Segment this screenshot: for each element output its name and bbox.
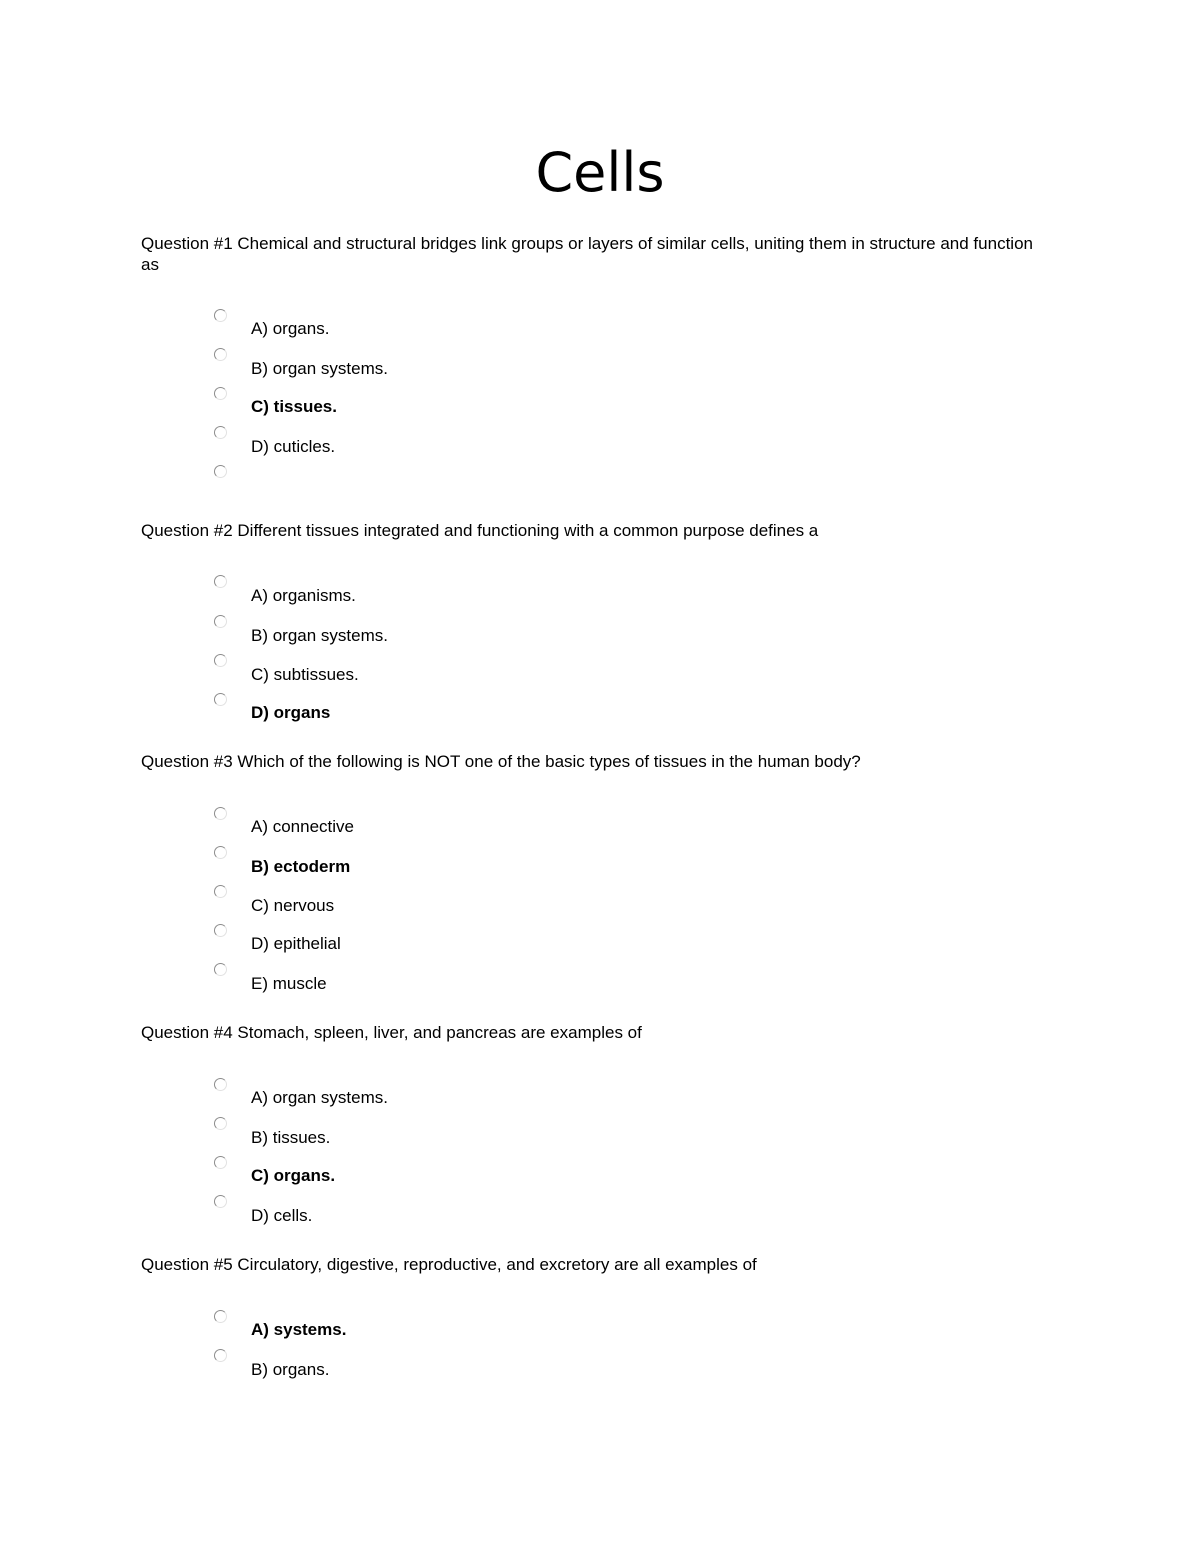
q3-option-b-radio[interactable] bbox=[214, 846, 227, 859]
q2-option-a-label: A) organisms. bbox=[251, 586, 356, 605]
q1-option-b-radio[interactable] bbox=[214, 348, 227, 361]
q4-option-a-label: A) organ systems. bbox=[251, 1088, 388, 1107]
q4-option-a-radio[interactable] bbox=[214, 1078, 227, 1091]
q3-option-e-label: E) muscle bbox=[251, 974, 327, 993]
q2-option-c-radio[interactable] bbox=[214, 654, 227, 667]
q1-option-b-label: B) organ systems. bbox=[251, 359, 388, 378]
question-1 bbox=[141, 233, 1041, 275]
q4-option-b-radio[interactable] bbox=[214, 1117, 227, 1130]
q3-option-e-radio[interactable] bbox=[214, 963, 227, 976]
q1-option-d-radio[interactable] bbox=[214, 426, 227, 439]
question-text: Question #2 Different tissues integrated and functioning with a common purpose defines a bbox=[141, 521, 819, 540]
q3-option-c-radio[interactable] bbox=[214, 885, 227, 898]
question-3 bbox=[141, 751, 1041, 772]
q4-option-c-label: C) organs. bbox=[251, 1166, 336, 1185]
q3-option-d-label: D) epithelial bbox=[251, 934, 341, 953]
page-title: Cells bbox=[535, 141, 665, 204]
q2-option-c-label: C) subtissues. bbox=[251, 665, 359, 684]
q3-option-a-radio[interactable] bbox=[214, 807, 227, 820]
question-2 bbox=[141, 520, 1041, 541]
question-text: Question #5 Circulatory, digestive, reproductive, and excretory are all examples of bbox=[141, 1255, 757, 1274]
q4-option-d-label: D) cells. bbox=[251, 1206, 313, 1225]
q1-option-c-radio[interactable] bbox=[214, 387, 227, 400]
q1-option-c-label: C) tissues. bbox=[251, 397, 337, 416]
q4-option-c-radio[interactable] bbox=[214, 1156, 227, 1169]
q1-option-a-radio[interactable] bbox=[214, 309, 227, 322]
q5-option-b-label: B) organs. bbox=[251, 1360, 330, 1379]
q2-option-b-label: B) organ systems. bbox=[251, 626, 388, 645]
q2-option-d-label: D) organs bbox=[251, 703, 331, 722]
q2-option-d-radio[interactable] bbox=[214, 693, 227, 706]
q3-option-d-radio[interactable] bbox=[214, 924, 227, 937]
q3-option-b-label: B) ectoderm bbox=[251, 857, 351, 876]
question-4 bbox=[141, 1022, 1041, 1043]
q1-option-a-label: A) organs. bbox=[251, 319, 330, 338]
q5-option-a-radio[interactable] bbox=[214, 1310, 227, 1323]
q3-option-c-label: C) nervous bbox=[251, 896, 335, 915]
question-5 bbox=[141, 1254, 1041, 1275]
q4-option-b-label: B) tissues. bbox=[251, 1128, 331, 1147]
q2-option-b-radio[interactable] bbox=[214, 615, 227, 628]
q4-option-d-radio[interactable] bbox=[214, 1195, 227, 1208]
q1-option-d-label: D) cuticles. bbox=[251, 437, 336, 456]
question-text: Question #3 Which of the following is NOT one of the basic types of tissues in the human body? bbox=[141, 752, 861, 771]
q1-option-e-radio[interactable] bbox=[214, 465, 227, 478]
q5-option-b-radio[interactable] bbox=[214, 1349, 227, 1362]
question-text: Question #1 Chemical and structural bridges link groups or layers of similar cells, uniting them in structure and function as bbox=[141, 234, 1033, 274]
q3-option-a-label: A) connective bbox=[251, 817, 354, 836]
q5-option-a-label: A) systems. bbox=[251, 1320, 347, 1339]
question-text: Question #4 Stomach, spleen, liver, and pancreas are examples of bbox=[141, 1023, 642, 1042]
q2-option-a-radio[interactable] bbox=[214, 575, 227, 588]
